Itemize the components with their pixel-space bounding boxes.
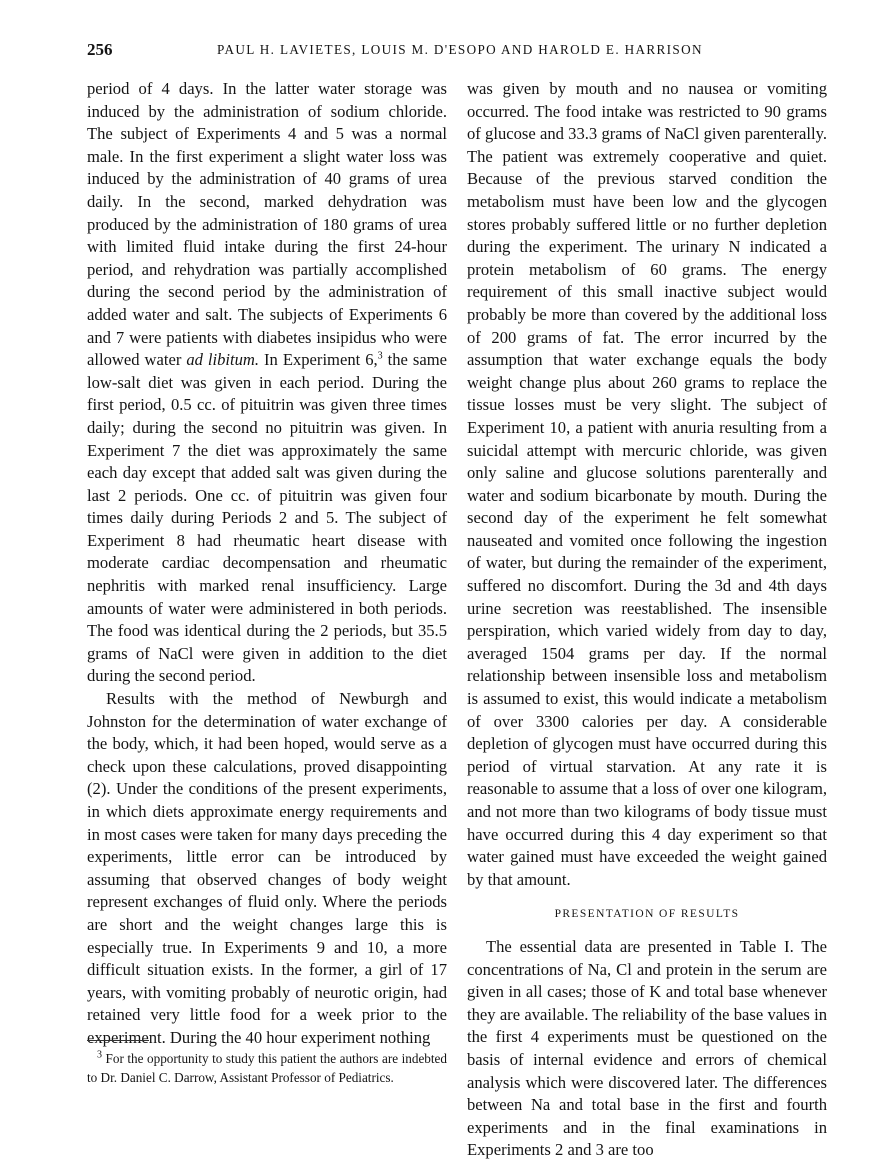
right-column <box>467 78 827 1162</box>
footnote-divider <box>87 1040 149 1041</box>
footnote <box>87 1049 447 1087</box>
italic-text: ad libitum. <box>186 350 260 370</box>
footnote-marker: 3 <box>97 1049 102 1061</box>
paragraph <box>87 78 447 688</box>
page-header <box>87 40 828 66</box>
paragraph-text: period of 4 days. In the latter water storage was induced by the administration of sodium chloride. The subject of Experiments 4 and 5 was a normal male. In the first experiment a slight water loss was induced by the administration of 40 grams of urea daily. In the second, marked dehydration was produced by the administration of 180 grams of urea with limited fluid intake during the first 24-hour period, and rehydration was partially accomplished during the second period by the administration of added water and salt. The subjects of Experiments 6 and 7 were patients with diabetes insipidus who were allowed water <box>87 79 447 370</box>
footnote-reference: 3 <box>377 350 383 362</box>
running-head: PAUL H. LAVIETES, LOUIS M. D'ESOPO AND HAROLD E. HARRISON <box>217 42 703 57</box>
paragraph-text: the same low-salt diet was given in each period. During the first period, 0.5 cc. of pituitrin was given three times daily; during the second no pituitrin was given. In Experiment 7 the diet was approximately the same each day except that added salt was given during the last 2 periods. One cc. of pituitrin was given four times daily during Periods 2 and 5. The subject of Experiment 8 had rheumatic heart disease with moderate cardiac decompensation and rheumatic nephritis with marked renal insufficiency. Large amounts of water were administered in both periods. The food was identical during the 2 periods, but 35.5 grams of NaCl were given in addition to the diet during the second period. <box>87 350 447 686</box>
paragraph: The essential data are presented in Table I. The concentrations of Na, Cl and protein in the serum are given in all cases; those of K and total base whenever they are available. The reliability of the base values in the first 4 experiments must be questioned on the basis of internal evidence and errors of chemical analysis which were discovered later. The differences between Na and total base in the first and fourth experiments and in the final examinations in Experiments 2 and 3 are too <box>467 936 827 1160</box>
paragraph-text: In Experiment 6, <box>259 350 378 370</box>
left-column <box>87 78 447 1050</box>
page-number: 256 <box>87 40 113 59</box>
paragraph: Results with the method of Newburgh and Johnston for the determination of water exchange of the body, which, it had been hoped, would serve as a check upon these calculations, proved disappointing (2). Under the conditions of the present experiments, in which diets approximate energy requirements and in most cases were taken for many days preceding the experiments, little error can be introduced by assuming that observed changes of body weight represent exchanges of fluid only. Where the periods are short and the weight changes large this is especially true. In Experiments 9 and 10, a more difficult situation exists. In the former, a girl of 17 years, with vomiting probably of neurotic origin, had retained very little food for a week prior to the experiment. During the 40 hour experiment nothing <box>87 689 447 1047</box>
paragraph: was given by mouth and no nausea or vomiting occurred. The food intake was restricted to 90 grams of glucose and 33.3 grams of NaCl given parenterally. The patient was extremely cooperative and quiet. Because of the previous starved condition the metabolism must have been low and the glycogen stores probably suffered little or no further depletion during the experiment. The urinary N indicated a protein metabolism of 60 grams. The energy requirement of this small inactive subject would probably be more than covered by the additional loss of 200 grams of fat. The error incurred by the assumption that water exchange equals the body weight change plus about 260 grams to replace the tissue losses must be very slight. The subject of Experiment 10, a patient with anuria resulting from a suicidal attempt with mercuric chloride, was given only saline and glucose solutions parenterally and water and sodium bicarbonate by mouth. During the second day of the experiment he felt somewhat nauseated and vomited once following the ingestion of water, but during the remainder of the experiment, suffered no discomfort. During the 3d and 4th days urine secretion was reestablished. The insensible perspiration, which varied widely from day to day, averaged 1504 grams per day. If the normal relationship between insensible loss and metabolism is assumed to exist, this would indicate a metabolism of over 3300 calories per day. A considerable depletion of glycogen must have occurred during this period of virtual starvation. At any rate it is reasonable to assume that a loss of over one kilogram, and not more than two kilograms of body tissue must have occurred during this 4 day experiment so that water gained must have exceeded the weight gained by that amount. <box>467 79 827 889</box>
footnote-text: For the opportunity to study this patient the authors are indebted to Dr. Daniel C. Darrow, Assistant Professor of Pediatrics. <box>87 1051 447 1085</box>
section-heading: PRESENTATION OF RESULTS <box>554 908 740 921</box>
